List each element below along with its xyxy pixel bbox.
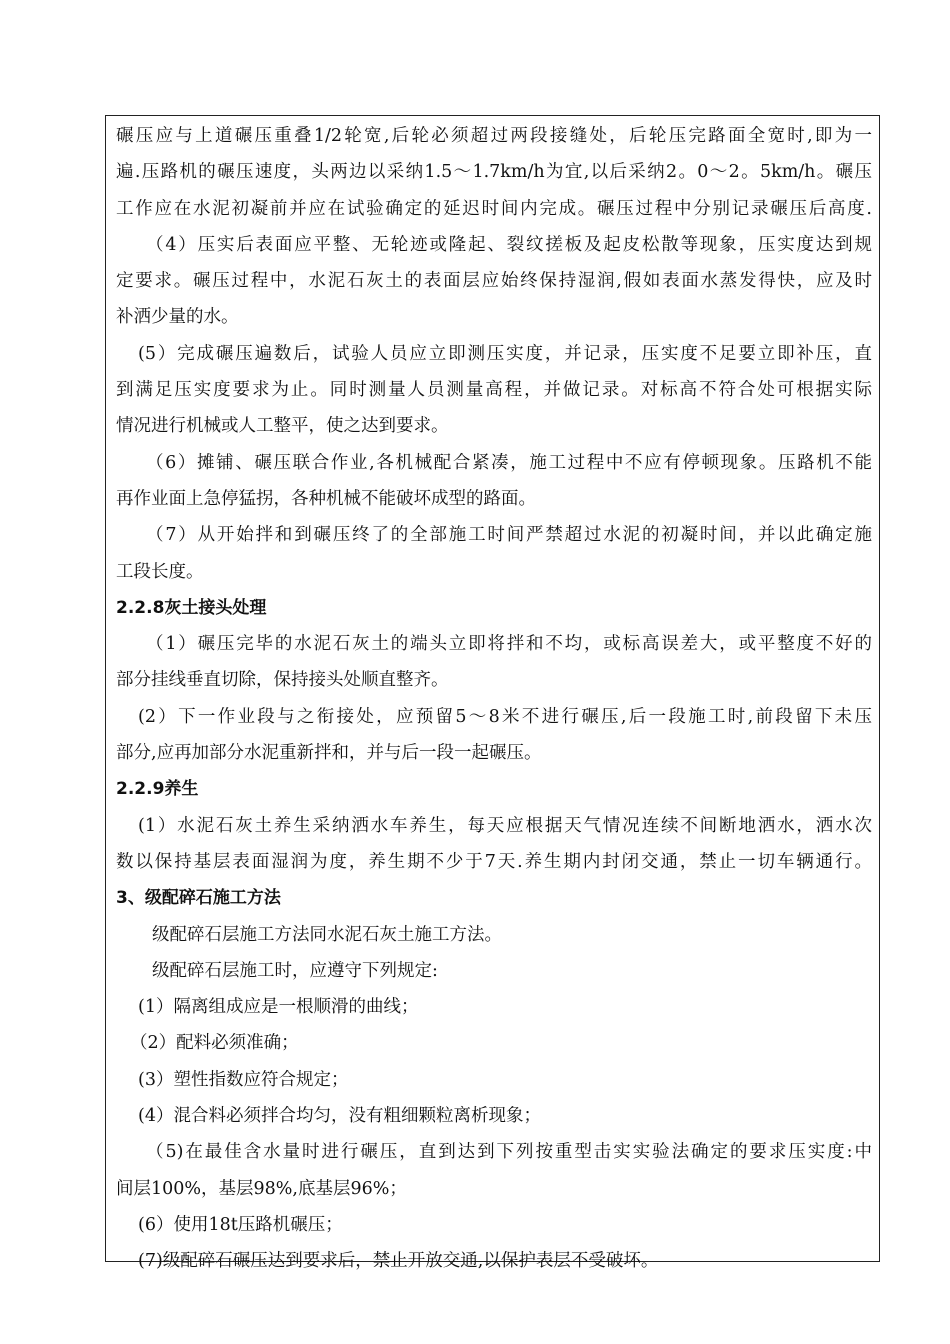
paragraph-line: 补洒少量的水。 bbox=[116, 307, 239, 328]
paragraph-line: (2）下一作业段与之衔接处，应预留5～8米不进行碾压,后一段施工时,前段留下未压 bbox=[138, 706, 872, 727]
list-item: （5)在最佳含水量时进行碾压，直到达到下列按重型击实实验法确定的要求压实度:中 bbox=[146, 1142, 872, 1163]
paragraph-line: 遍.压路机的碾压速度，头两边以采纳1.5～1.7km/h为宜,以后采纳2。0～2。5km/h。碾压 bbox=[116, 162, 872, 183]
paragraph-line: 再作业面上急停猛拐，各种机械不能破坏成型的路面。 bbox=[116, 488, 536, 509]
paragraph-line: （6）摊铺、碾压联合作业,各机械配合紧凑，施工过程中不应有停顿现象。压路机不能 bbox=[146, 452, 872, 473]
list-item: （2）配料必须准确； bbox=[130, 1033, 299, 1054]
paragraph-line: 情况进行机械或人工整平，使之达到要求。 bbox=[116, 416, 449, 437]
paragraph-line: 工段长度。 bbox=[116, 561, 204, 582]
paragraph-line: 到满足压实度要求为止。同时测量人员测量高程，并做记录。对标高不符合处可根据实际 bbox=[116, 380, 872, 401]
document-body bbox=[116, 118, 876, 1280]
paragraph-line: 级配碎石层施工方法同水泥石灰土施工方法。 bbox=[152, 924, 502, 945]
paragraph-line: （4）压实后表面应平整、无轮迹或隆起、裂纹搓板及起皮松散等现象，压实度达到规 bbox=[146, 234, 872, 255]
paragraph-line: （7）从开始拌和到碾压终了的全部施工时间严禁超过水泥的初凝时间，并以此确定施 bbox=[146, 525, 872, 546]
paragraph-line: 部分挂线垂直切除，保持接头处顺直整齐。 bbox=[116, 670, 449, 691]
paragraph-line: 间层100%，基层98%,底基层96%； bbox=[116, 1178, 407, 1199]
paragraph-line: (1）水泥石灰土养生采纳洒水车养生，每天应根据天气情况连续不间断地洒水，洒水次 bbox=[138, 815, 872, 836]
section-heading: 3、级配碎石施工方法 bbox=[116, 888, 281, 909]
paragraph-line: （1）碾压完毕的水泥石灰土的端头立即将拌和不均，或标高误差大，或平整度不好的 bbox=[146, 634, 872, 655]
paragraph-line: (5）完成碾压遍数后，试验人员应立即测压实度，并记录，压实度不足要立即补压，直 bbox=[138, 343, 872, 364]
paragraph-line: 数以保持基层表面湿润为度，养生期不少于7天.养生期内封闭交通，禁止一切车辆通行。 bbox=[116, 851, 872, 872]
paragraph-line: 部分,应再加部分水泥重新拌和，并与后一段一起碾压。 bbox=[116, 743, 542, 764]
list-item: (4）混合料必须拌合均匀，没有粗细颗粒离析现象； bbox=[138, 1106, 541, 1127]
section-heading: 2.2.8灰土接头处理 bbox=[116, 597, 267, 618]
paragraph-line: 定要求。碾压过程中，水泥石灰土的表面层应始终保持湿润,假如表面水蒸发得快，应及时 bbox=[116, 271, 872, 292]
paragraph-line: 工作应在水泥初凝前并应在试验确定的延迟时间内完成。碾压过程中分别记录碾压后高度. bbox=[116, 198, 872, 219]
section-heading: 2.2.9养生 bbox=[116, 779, 199, 800]
list-item: (1）隔离组成应是一根顺滑的曲线； bbox=[138, 997, 419, 1018]
paragraph-line: 碾压应与上道碾压重叠1/2轮宽,后轮必须超过两段接缝处，后轮压完路面全宽时,即为一 bbox=[116, 126, 872, 146]
list-item: (7)级配碎石碾压达到要求后，禁止开放交通,以保护表层不受破坏。 bbox=[138, 1251, 659, 1272]
list-item: (3）塑性指数应符合规定； bbox=[138, 1069, 349, 1090]
paragraph-line: 级配碎石层施工时，应遵守下列规定: bbox=[152, 960, 438, 981]
list-item: (6）使用18t压路机碾压； bbox=[138, 1214, 343, 1235]
